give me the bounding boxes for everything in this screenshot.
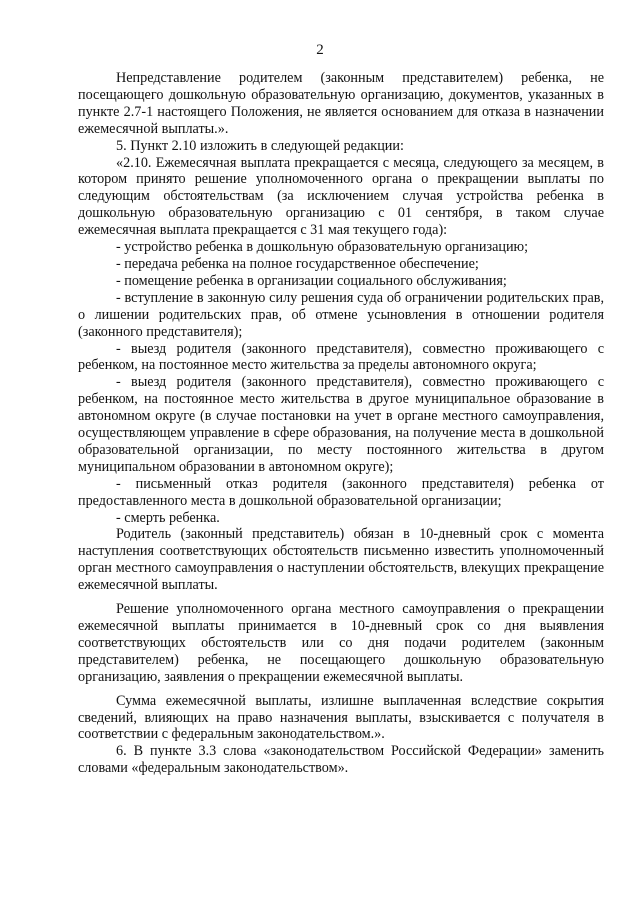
list-item: - выезд родителя (законного представителя), совместно проживающего с ребенком, на постоянное место жительства в другое муниципальное образование в автономном округе (в случае постановки на учет в органе местного самоуправления, осуществляющем управление в сфере образования, на получение места в дошкольной образовательной организации, по месту постоянного жительства в другом муниципальном образовании в автономном округе); <box>78 374 604 475</box>
paragraph-item-5: 5. Пункт 2.10 изложить в следующей редакции: <box>116 137 404 154</box>
page-number: 2 <box>316 42 324 58</box>
paragraph-nonsubmission: Непредставление родителем (законным представителем) ребенка, не посещающего дошкольную образовательную организацию, документов, указанных в пункте 2.7-1 настоящего Положения, не является основанием для отказа в назначении ежемесячной выплаты.». <box>78 70 604 137</box>
list-item: - выезд родителя (законного представителя), совместно проживающего с ребенком, на постоянное место жительства за пределы автономного округа; <box>78 340 604 374</box>
paragraph-termination-decision: Решение уполномоченного органа местного самоуправления о прекращении ежемесячной выплаты принимается в 10-дневный срок со дня выявления соответствующих обстоятельств или со дня подачи родителем (законным представителем) ребенка, не посещающего дошкольную образовательную организацию, заявления о прекращении ежемесячной выплаты. <box>78 601 604 685</box>
paragraph-item-6: 6. В пункте 3.3 слова «законодательством Российской Федерации» заменить словами «федеральным законодательством». <box>78 743 604 777</box>
list-item: - смерть ребенка. <box>116 509 220 526</box>
list-item: - передача ребенка на полное государственное обеспечение; <box>116 255 479 272</box>
document-body <box>78 70 604 777</box>
list-item: - помещение ребенка в организации социального обслуживания; <box>116 272 507 289</box>
list-item: - устройство ребенка в дошкольную образовательную организацию; <box>116 239 529 256</box>
paragraph-overpayment: Сумма ежемесячной выплаты, излишне выплаченная вследствие сокрытия сведений, влияющих на право назначения выплаты, взыскивается с получателя в соответствии с федеральным законодательством.». <box>78 692 604 743</box>
paragraph-clause-2-10: «2.10. Ежемесячная выплата прекращается с месяца, следующего за месяцем, в котором принято решение уполномоченного органа о прекращении выплаты по следующим обстоятельствам (за исключением случая устройства ребенка в дошкольную образовательную организацию с 01 сентября, в таком случае ежемесячная выплата прекращается с 31 мая текущего года): <box>78 154 604 239</box>
list-item: - письменный отказ родителя (законного представителя) ребенка от предоставленного места в дошкольной образовательной организации; <box>78 475 604 509</box>
list-item: - вступление в законную силу решения суда об ограничении родительских прав, о лишении родительских прав, об отмене усыновления в отношении родителя (законного представителя); <box>78 289 604 340</box>
paragraph-notification-duty: Родитель (законный представитель) обязан в 10-дневный срок с момента наступления соответствующих обстоятельств письменно известить уполномоченный орган местного самоуправления о наступлении обстоятельств, влекущих прекращение ежемесячной выплаты. <box>78 526 604 594</box>
